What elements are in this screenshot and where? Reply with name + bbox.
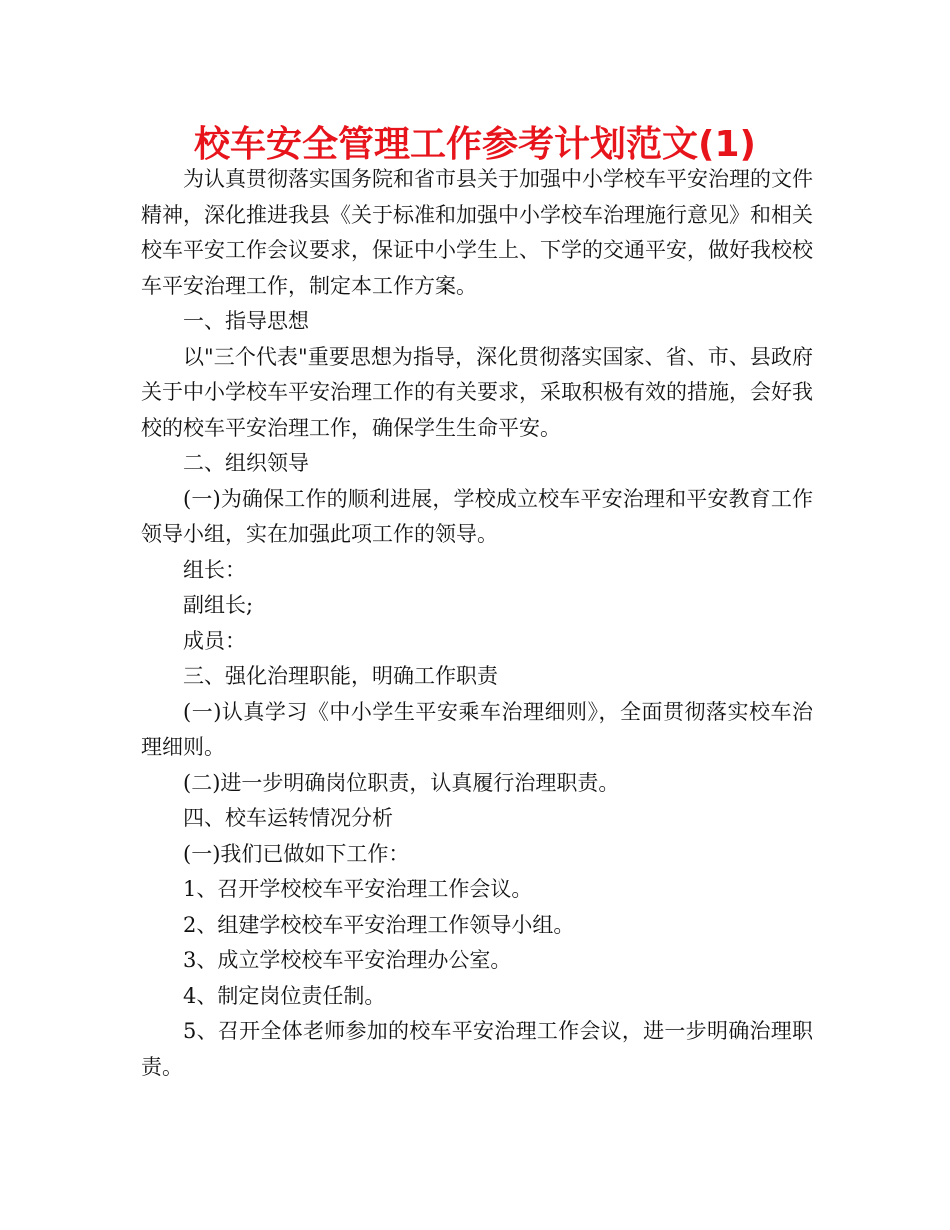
paragraph-guiding-ideology: 以"三个代表"重要思想为指导，深化贯彻落实国家、省、市、县政府关于中小学校车平安治理工作的有关要求，采取积极有效的措施，会好我校的校车平安治理工作，确保学生生命平安。 [141, 344, 813, 440]
heading-organization: 二、组织领导 [183, 451, 309, 475]
list-item-4: 4、制定岗位责任制。 [183, 983, 386, 1008]
paragraph-organization-1: (一)为确保工作的顺利进展，学校成立校车平安治理和平安教育工作领导小组，实在加强此项工作的领导。 [141, 486, 813, 546]
heading-guiding-ideology: 一、指导思想 [183, 309, 309, 333]
list-item-3: 3、成立学校校车平安治理办公室。 [183, 948, 512, 972]
label-deputy-leader: 副组长; [183, 593, 254, 617]
heading-responsibilities: 三、强化治理职能，明确工作职责 [183, 664, 498, 688]
paragraph-operation-1: (一)我们已做如下工作： [183, 841, 410, 866]
list-item-2: 2、组建学校校车平安治理工作领导小组。 [183, 912, 575, 937]
heading-operation-analysis: 四、校车运转情况分析 [183, 806, 393, 830]
paragraph-intro: 为认真贯彻落实国务院和省市县关于加强中小学校车平安治理的文件精神，深化推进我县《关于标准和加强中小学校车治理施行意见》和相关校车平安工作会议要求，保证中小学生上、下学的交通平安，做好我校校车平安治理工作，制定本工作方案。 [141, 167, 813, 298]
list-item-1: 1、召开学校校车平安治理工作会议。 [183, 877, 533, 901]
paragraph-responsibilities-2: (二)进一步明确岗位职责，认真履行治理职责。 [183, 770, 620, 795]
paragraph-responsibilities-1: (一)认真学习《中小学生平安乘车治理细则》，全面贯彻落实校车治理细则。 [141, 699, 813, 759]
document-body [141, 162, 813, 1085]
document-title: 校车安全管理工作参考计划范文(1) [194, 124, 756, 165]
label-members: 成员： [183, 628, 246, 653]
label-group-leader: 组长： [183, 557, 246, 582]
list-item-5: 5、召开全体老师参加的校车平安治理工作会议，进一步明确治理职责。 [141, 1019, 813, 1079]
